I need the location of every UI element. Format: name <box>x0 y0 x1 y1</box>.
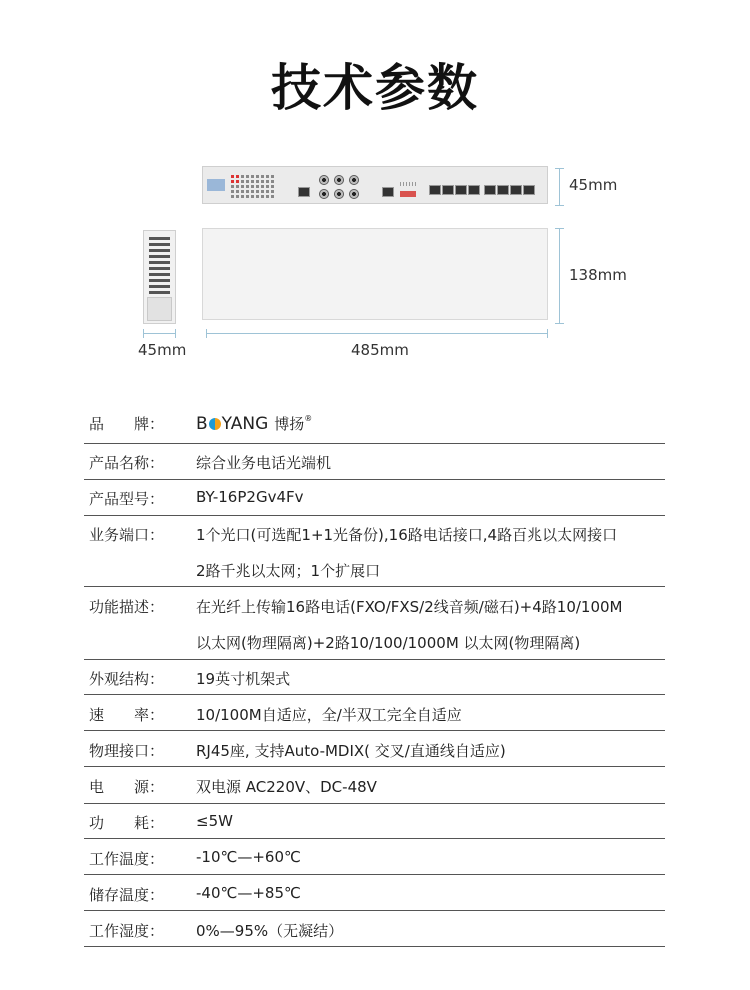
spec-row-brand <box>84 413 665 444</box>
spec-label: 功 耗： <box>89 814 165 832</box>
console-port <box>382 187 394 197</box>
spec-row <box>84 920 665 947</box>
bnc-connector <box>349 175 359 185</box>
rj45-port <box>455 185 467 195</box>
status-led <box>261 195 264 198</box>
status-led <box>236 175 239 178</box>
status-led <box>251 195 254 198</box>
device-top-view <box>202 228 548 320</box>
status-led <box>241 185 244 188</box>
spec-row <box>84 884 665 911</box>
status-led <box>231 175 234 178</box>
bnc-connector <box>334 175 344 185</box>
status-led <box>246 185 249 188</box>
status-led <box>241 180 244 183</box>
spec-value: 在光纤上传输16路电话(FXO/FXS/2线音频/磁石)+4路10/100M <box>196 598 623 616</box>
rj45-port <box>510 185 522 195</box>
status-led <box>246 175 249 178</box>
dim-top-height: 138mm <box>569 266 627 284</box>
status-led <box>251 185 254 188</box>
status-led <box>271 185 274 188</box>
brand-logo-text: YANG <box>221 414 269 434</box>
dim-depth: 45mm <box>138 341 187 359</box>
brand-label-plate <box>207 179 225 191</box>
dim-tick <box>175 329 176 338</box>
status-led <box>251 180 254 183</box>
spec-row <box>84 488 665 516</box>
spec-value: 2路千兆以太网；1个扩展口 <box>196 562 381 580</box>
dim-tick <box>547 329 548 338</box>
spec-label: 工作温度： <box>89 850 165 868</box>
status-led <box>241 190 244 193</box>
rj45-port <box>484 185 496 195</box>
brand-cn-name: 博扬 <box>274 415 305 433</box>
spec-label: 产品型号： <box>89 490 165 508</box>
dip-switch <box>400 191 416 197</box>
spec-value: 19英寸机架式 <box>196 670 291 688</box>
dim-tick <box>555 205 564 206</box>
status-led <box>261 185 264 188</box>
spec-row <box>84 812 665 839</box>
status-led <box>271 175 274 178</box>
status-led <box>266 195 269 198</box>
status-led <box>266 180 269 183</box>
rj45-port <box>429 185 441 195</box>
brand-logo-text: B <box>196 414 208 434</box>
brand-logo <box>196 413 312 434</box>
fiber-port <box>298 187 310 197</box>
spec-label: 工作湿度： <box>89 922 165 940</box>
status-led <box>261 190 264 193</box>
status-led <box>236 190 239 193</box>
spec-row <box>84 668 665 695</box>
dim-tick <box>555 228 564 229</box>
status-led <box>256 175 259 178</box>
dim-line-front-height <box>559 168 560 206</box>
dim-tick <box>555 323 564 324</box>
bnc-connector <box>319 175 329 185</box>
bnc-connector <box>319 189 329 199</box>
side-mount-bracket <box>147 297 172 321</box>
dim-front-height: 45mm <box>569 176 618 194</box>
spec-row <box>84 776 665 804</box>
status-led <box>256 180 259 183</box>
dim-tick <box>555 168 564 169</box>
spec-row <box>84 740 665 767</box>
rj45-port <box>523 185 535 195</box>
status-led <box>271 190 274 193</box>
status-led <box>236 185 239 188</box>
status-led <box>231 185 234 188</box>
spec-row <box>84 704 665 731</box>
spec-value: -10℃—+60℃ <box>196 848 301 866</box>
spec-value: 10/100M自适应，全/半双工完全自适应 <box>196 706 462 724</box>
page-title: 技术参数 <box>271 59 479 117</box>
spec-value: 以太网(物理隔离)+2路10/100/1000M 以太网(物理隔离) <box>196 634 581 652</box>
status-led <box>246 180 249 183</box>
status-led <box>241 175 244 178</box>
dim-tick <box>143 329 144 338</box>
dim-width: 485mm <box>351 341 409 359</box>
side-vent <box>149 237 170 295</box>
spec-label: 物理接口： <box>89 742 165 760</box>
spec-label: 品 牌： <box>89 415 165 433</box>
device-front-panel <box>202 166 548 204</box>
spec-row <box>84 596 665 660</box>
status-led <box>231 190 234 193</box>
status-led <box>236 180 239 183</box>
dim-tick <box>206 329 207 338</box>
status-led <box>271 195 274 198</box>
spec-value: -40℃—+85℃ <box>196 884 301 902</box>
spec-row <box>84 524 665 587</box>
spec-label: 外观结构： <box>89 670 165 688</box>
status-led <box>261 175 264 178</box>
status-led <box>261 180 264 183</box>
brand-logo-mark <box>209 418 221 430</box>
dim-line-depth <box>143 333 176 334</box>
bnc-connector <box>349 189 359 199</box>
status-led <box>246 195 249 198</box>
status-led <box>271 180 274 183</box>
spec-label: 储存温度： <box>89 886 165 904</box>
status-led <box>266 190 269 193</box>
spec-value: ≤5W <box>196 812 233 830</box>
spec-value: 0%—95%（无凝结） <box>196 922 344 940</box>
status-led <box>251 175 254 178</box>
spec-label: 业务端口： <box>89 526 165 544</box>
spec-label: 速 率： <box>89 706 165 724</box>
status-led <box>256 190 259 193</box>
status-led <box>266 185 269 188</box>
status-led <box>256 195 259 198</box>
status-led <box>266 175 269 178</box>
status-led <box>256 185 259 188</box>
status-led <box>251 190 254 193</box>
bnc-connector <box>334 189 344 199</box>
spec-value: 双电源 AC220V、DC-48V <box>196 778 377 796</box>
rj45-port <box>468 185 480 195</box>
spec-value: 1个光口(可选配1+1光备份),16路电话接口,4路百兆以太网接口 <box>196 526 618 544</box>
spec-value: BY-16P2Gv4Fv <box>196 488 304 506</box>
status-led <box>246 190 249 193</box>
dip-switch-label <box>400 182 416 186</box>
spec-value: 综合业务电话光端机 <box>196 454 332 472</box>
rj45-port <box>442 185 454 195</box>
spec-label: 产品名称： <box>89 454 165 472</box>
spec-row <box>84 452 665 480</box>
status-led <box>231 180 234 183</box>
device-side-view <box>143 230 176 324</box>
spec-row <box>84 848 665 875</box>
registered-mark: ® <box>304 414 313 423</box>
dim-line-top-height <box>559 228 560 324</box>
status-led <box>231 195 234 198</box>
spec-label: 功能描述： <box>89 598 165 616</box>
rj45-port <box>497 185 509 195</box>
status-led <box>241 195 244 198</box>
dim-line-width <box>206 333 548 334</box>
status-led <box>236 195 239 198</box>
spec-label: 电 源： <box>89 778 165 796</box>
spec-value: RJ45座, 支持Auto-MDIX( 交叉/直通线自适应) <box>196 742 506 760</box>
